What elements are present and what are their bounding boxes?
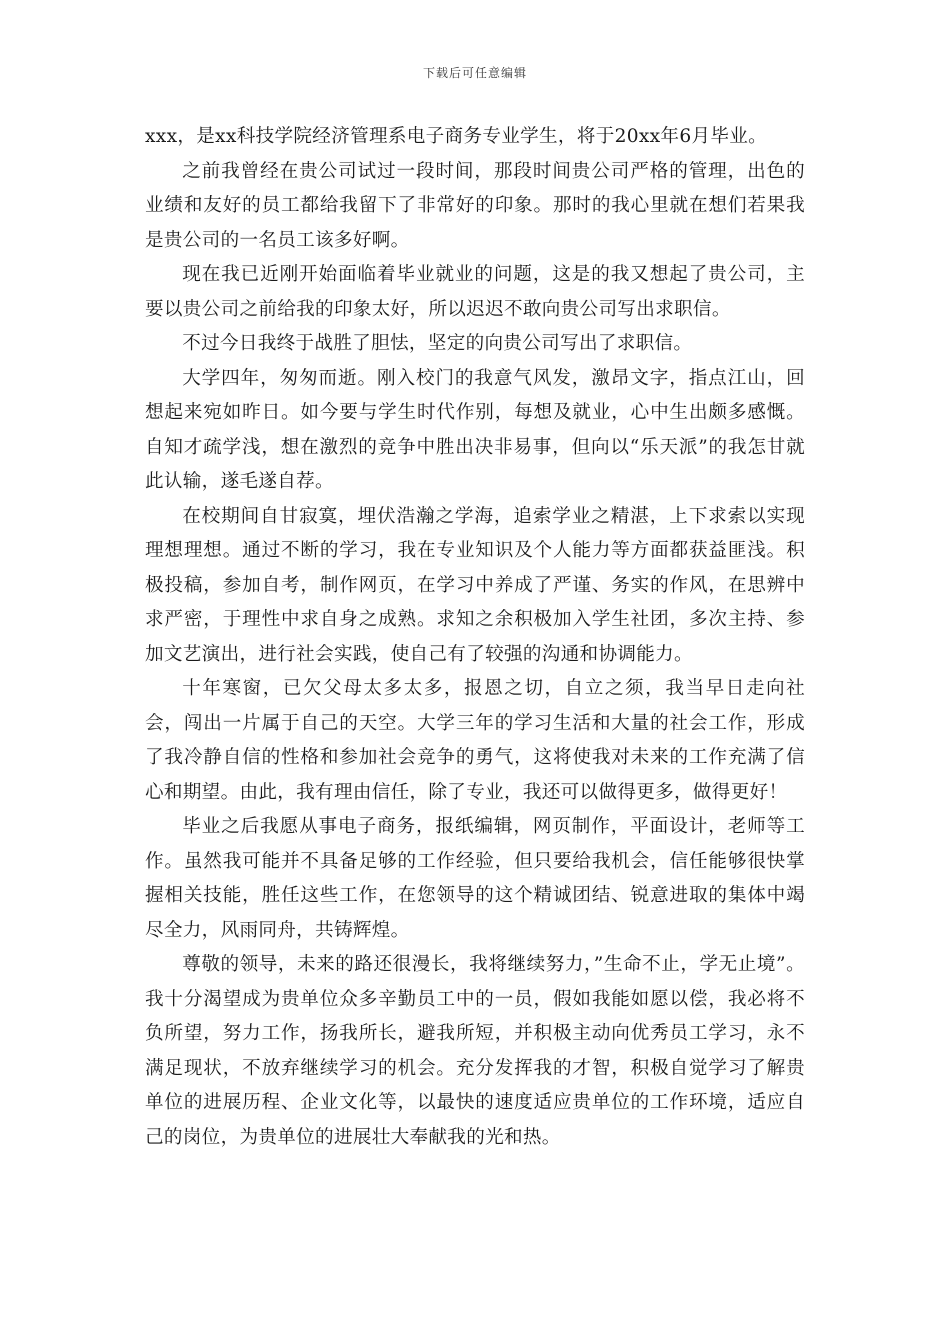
paragraph-courage: 不过今日我终于战胜了胆怯，坚定的向贵公司写出了求职信。	[182, 333, 693, 354]
paragraph-intro: xxx，是xx科技学院经济管理系电子商务专业学生，将于20xx年6月毕业。	[145, 126, 768, 147]
paragraph-closing: 尊敬的领导，未来的路还很漫长，我将继续努力，”生命不止，学无止境”。我十分渴望成为贵单位众多辛勤员工中的一员，假如我能如愿以偿，我必将不负所望，努力工作，扬我所长，避我所短，并积极主动向优秀员工学习，永不满足现状，不放弃继续学习的机会。充分发挥我的才智，积极自觉学习了解贵单位的进展历程、企业文化等，以最快的速度适应贵单位的工作环境，适应自己的岗位，为贵单位的进展壮大奉献我的光和热。	[145, 954, 805, 1148]
paragraph-study: 在校期间自甘寂寞，埋伏浩瀚之学海，追索学业之精湛，上下求索以实现理想理想。通过不断的学习，我在专业知识及个人能力等方面都获益匪浅。积极投稿，参加自考，制作网页，在学习中养成了严谨、务实的作风，在思辨中求严密，于理性中求自身之成熟。求知之余积极加入学生社团，多次主持、参加文艺演出，进行社会实践，使自己有了较强的沟通和协调能力。	[145, 505, 805, 665]
paragraph-career: 毕业之后我愿从事电子商务，报纸编辑，网页制作，平面设计，老师等工作。虽然我可能并不具备足够的工作经验，但只要给我机会，信任能够很快掌握相关技能，胜任这些工作，在您领导的这个精诚团结、锐意进取的集体中竭尽全力，风雨同舟，共铸辉煌。	[145, 816, 805, 941]
document-body	[145, 120, 805, 1155]
paragraph-university: 大学四年，匆匆而逝。刚入校门的我意气风发，激昂文字，指点江山，回想起来宛如昨日。如今要与学生时代作别，每想及就业，心中生出颇多感慨。自知才疏学浅，想在激烈的竞争中胜出决非易事，但向以“乐天派”的我怎甘就此认输，遂毛遂自荐。	[145, 367, 805, 492]
paragraph-ambition: 十年寒窗，已欠父母太多太多，报恩之切，自立之须，我当早日走向社会，闯出一片属于自己的天空。大学三年的学习生活和大量的社会工作，形成了我冷静自信的性格和参加社会竞争的勇气，这将使我对未来的工作充满了信心和期望。由此，我有理由信任，除了专业，我还可以做得更多，做得更好！	[145, 678, 805, 803]
paragraph-impression: 之前我曾经在贵公司试过一段时间，那段时间贵公司严格的管理，出色的业绩和友好的员工都给我留下了非常好的印象。那时的我心里就在想们若果我是贵公司的一名员工该多好啊。	[145, 160, 805, 251]
paragraph-graduation: 现在我已近刚开始面临着毕业就业的问题，这是的我又想起了贵公司，主要以贵公司之前给我的印象太好，所以迟迟不敢向贵公司写出求职信。	[145, 264, 805, 320]
page-header: 下载后可任意编辑	[422, 66, 527, 80]
